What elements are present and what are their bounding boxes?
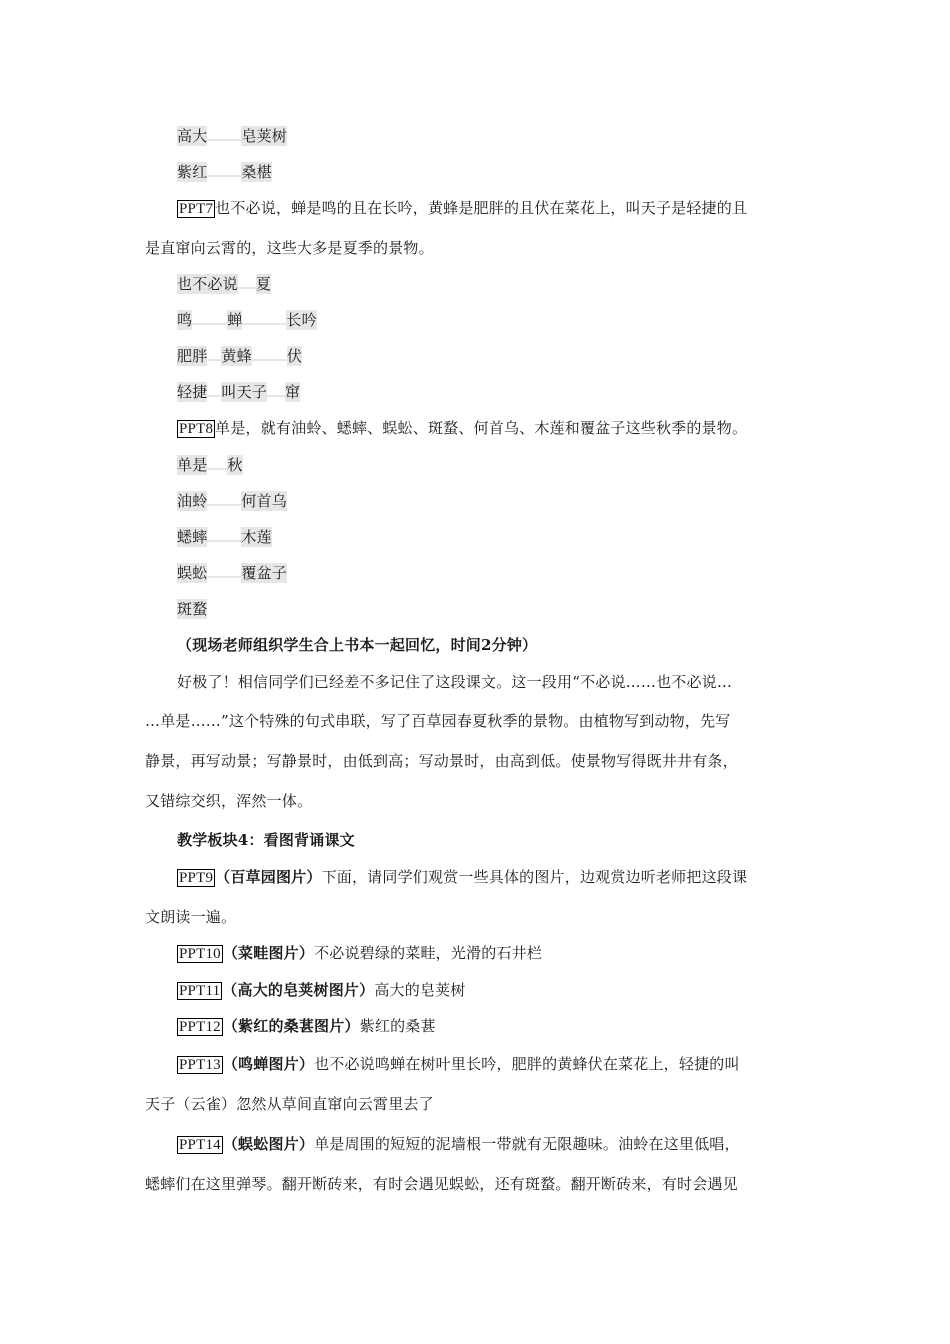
- ppt-tag: PPT14: [179, 1137, 221, 1153]
- word-right: 皂荚树: [241, 127, 288, 145]
- word-left: 蟋蟀: [177, 528, 208, 546]
- image-caption: （蜈蚣图片）: [222, 1135, 315, 1153]
- summer-row-2: [177, 346, 813, 366]
- ppt-tag: PPT12: [179, 1019, 221, 1035]
- summary-line4: 又错综交织，浑然一体。: [145, 792, 313, 810]
- word-b: 黄蜂: [221, 347, 252, 365]
- paragraph-text: 不必说碧绿的菜畦，光滑的石井栏: [314, 944, 543, 962]
- paragraph-text: 单是周围的短短的泥墙根一带就有无限趣味。油蛉在这里低唱，: [314, 1135, 740, 1153]
- word-right: 秋: [227, 456, 243, 474]
- teacher-note: （现场老师组织学生合上书本一起回忆，时间2分钟）: [177, 636, 538, 654]
- image-caption: （百草园图片）: [215, 868, 322, 886]
- ppt12-paragraph: [177, 1016, 813, 1037]
- ppt-tag: PPT10: [179, 946, 221, 962]
- summer-row-3: [177, 382, 813, 402]
- ppt13-paragraph-line2: 天子（云雀）忽然从草间直窜向云霄里去了: [145, 1095, 434, 1113]
- word-c: 窜: [285, 383, 301, 401]
- image-caption: （高大的皂荚树图片）: [222, 981, 375, 999]
- word-right: 桑椹: [241, 163, 272, 181]
- word-c: 伏: [286, 347, 303, 365]
- image-caption: （菜畦图片）: [222, 944, 315, 962]
- ppt7-paragraph-line1: [177, 198, 813, 219]
- ppt7-paragraph-line2: 是直窜向云霄的，这些大多是夏季的景物。: [145, 239, 434, 257]
- word-left: 蜈蚣: [177, 564, 208, 582]
- paragraph-text: 也不必说鸣蝉在树叶里长吟，肥胖的黄蜂伏在菜花上，轻捷的叫: [314, 1055, 740, 1073]
- ppt14-paragraph-line2: 蟋蟀们在这里弹琴。翻开断砖来，有时会遇见蜈蚣，还有斑蝥。翻开断砖来，有时会遇见: [145, 1175, 738, 1193]
- ppt10-paragraph: [177, 943, 813, 964]
- word-b: 叫天子: [221, 383, 268, 401]
- paragraph-text: 紫红的桑葚: [359, 1017, 436, 1035]
- word-pair-purple: [177, 162, 813, 182]
- ppt11-paragraph: [177, 980, 813, 1001]
- word-c: 长吟: [286, 311, 317, 329]
- word-a: 鸣: [177, 311, 193, 329]
- ppt-tag: PPT11: [179, 983, 221, 999]
- summary-line2: …单是……”这个特殊的句式串联，写了百草园春夏秋季的景物。由植物写到动物，先写: [145, 712, 731, 730]
- word-left: 也不必说: [177, 275, 238, 293]
- word-a: 肥胖: [177, 347, 208, 365]
- autumn-row-4: [177, 599, 813, 619]
- ppt14-paragraph-line1: [177, 1134, 813, 1155]
- paragraph-text: 下面，请同学们观赏一些具体的图片，边观赏边听老师把这段课: [321, 868, 748, 886]
- word-left: 油蛉: [177, 492, 208, 510]
- summer-head: [177, 274, 813, 294]
- summary-line1: 好极了！相信同学们已经差不多记住了这段课文。这一段用“不必说……也不必说…: [177, 673, 733, 691]
- word-pair-tall: [177, 126, 813, 146]
- module-heading: 教学板块4：看图背诵课文: [177, 831, 355, 849]
- image-caption: （紫红的桑葚图片）: [222, 1017, 360, 1035]
- summer-row-1: [177, 310, 813, 330]
- word-right: 覆盆子: [241, 564, 288, 582]
- word-left: 高大: [177, 127, 208, 145]
- word-right: 木莲: [241, 528, 272, 546]
- word-left: 紫红: [177, 163, 208, 181]
- word-right: 何首乌: [241, 492, 288, 510]
- word-b: 蝉: [227, 311, 243, 329]
- autumn-row-3: [177, 563, 813, 583]
- word-right: 夏: [255, 275, 272, 293]
- ppt-tag: PPT9: [179, 870, 214, 886]
- word-a: 轻捷: [177, 383, 208, 401]
- ppt-tag: PPT8: [179, 421, 214, 437]
- ppt9-paragraph-line1: [177, 867, 813, 888]
- ppt13-paragraph-line1: [177, 1054, 813, 1075]
- summary-line3: 静景，再写动景；写静景时，由低到高；写动景时，由高到低。使景物写得既井井有条，: [145, 752, 738, 770]
- autumn-row-2: [177, 527, 813, 547]
- paragraph-text: 高大的皂荚树: [374, 981, 466, 999]
- ppt8-paragraph-line1: [177, 418, 813, 439]
- paragraph-text: 也不必说，蝉是鸣的且在长吟，黄蜂是肥胖的且伏在菜花上，叫天子是轻捷的且: [215, 199, 748, 217]
- ppt9-paragraph-line2: 文朗读一遍。: [145, 908, 237, 926]
- autumn-row-1: [177, 491, 813, 511]
- word-left: 斑蝥: [177, 600, 208, 618]
- ppt-tag: PPT7: [179, 201, 214, 217]
- ppt-tag: PPT13: [179, 1057, 221, 1073]
- autumn-head: [177, 455, 813, 475]
- paragraph-text: 单是，就有油蛉、蟋蟀、蜈蚣、斑蝥、何首乌、木莲和覆盆子这些秋季的景物。: [215, 419, 748, 437]
- word-left: 单是: [177, 456, 208, 474]
- image-caption: （鸣蝉图片）: [222, 1055, 315, 1073]
